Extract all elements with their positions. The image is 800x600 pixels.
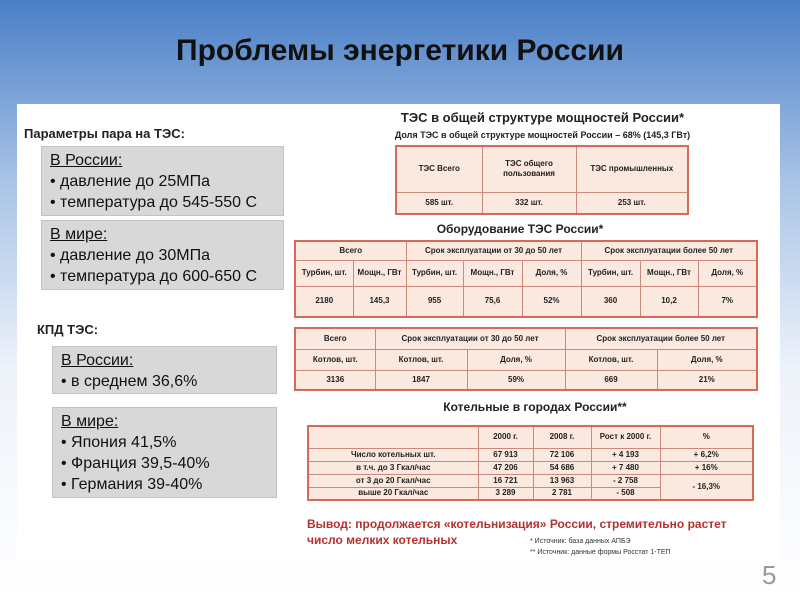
box-item: • Япония 41,5% [61, 434, 177, 451]
t2-cell: 75,6 [463, 286, 522, 317]
t2-table [294, 240, 758, 318]
t4-cell: + 4 193 [591, 448, 660, 461]
sources [530, 536, 671, 558]
box-head: В мире: [61, 413, 119, 430]
t2-cell: 360 [581, 286, 640, 317]
t4-cell: - 2 758 [591, 474, 660, 487]
t4-header: 2000 г. [478, 426, 533, 448]
t4-cell: выше 20 Гкал/час [308, 487, 478, 500]
t4-cell: 54 686 [533, 461, 591, 474]
box-head: В России: [50, 152, 123, 169]
t1-title: ТЭС в общей структуре мощностей России* [400, 110, 685, 125]
t3-cell: 21% [657, 370, 757, 390]
t2-cell: 145,3 [353, 286, 406, 317]
t4-cell: 72 106 [533, 448, 591, 461]
t1-cell: 585 шт. [396, 192, 482, 214]
box-item: • Германия 39-40% [61, 476, 203, 493]
t2-cell: 955 [406, 286, 463, 317]
t1-cell: 253 шт. [576, 192, 688, 214]
t3-cell: 1847 [375, 370, 467, 390]
t4-cell: + 7 480 [591, 461, 660, 474]
t4-header: % [660, 426, 753, 448]
t4-cell: в т.ч. до 3 Гкал/час [308, 461, 478, 474]
t3-group: Всего [295, 328, 375, 349]
t4-header: Рост к 2000 г. [591, 426, 660, 448]
conclusion-text: Вывод: продолжается «котельнизация» России, стремительно растет число мелких котельных [307, 517, 727, 547]
t2-cell: 2180 [295, 286, 353, 317]
t4-table [307, 425, 754, 501]
t3-table [294, 327, 758, 391]
t1-header: ТЭС промышленных [576, 146, 688, 192]
t3-group: Срок эксплуатации более 50 лет [565, 328, 757, 349]
page-title: Проблемы энергетики России [176, 34, 624, 67]
t4-cell: 13 963 [533, 474, 591, 487]
t2-cell: 7% [698, 286, 757, 317]
t3-col: Доля, % [467, 349, 565, 370]
t4-cell: 47 206 [478, 461, 533, 474]
t3-cell: 59% [467, 370, 565, 390]
t4-cell: 3 289 [478, 487, 533, 500]
steam-world-box [41, 220, 284, 290]
box-item: • давление до 25МПа [50, 173, 210, 190]
t2-title: Оборудование ТЭС России* [436, 222, 604, 236]
t4-cell: от 3 до 20 Гкал/час [308, 474, 478, 487]
t4-cell: + 6,2% [660, 448, 753, 461]
t2-col: Доля, % [698, 260, 757, 286]
t3-col: Котлов, шт. [375, 349, 467, 370]
t4-cell: - 508 [591, 487, 660, 500]
t4-cell: + 16% [660, 461, 753, 474]
t1-header: ТЭС Всего [396, 146, 482, 192]
t4-cell: 67 913 [478, 448, 533, 461]
t4-cell-merged: - 16,3% [660, 474, 753, 500]
source-line: ** Источник: данные формы Росстат 1-ТЕП [530, 549, 671, 556]
t2-group: Срок эксплуатации от 30 до 50 лет [406, 241, 581, 260]
t4-cell: 16 721 [478, 474, 533, 487]
t2-col: Турбин, шт. [581, 260, 640, 286]
t1-header: ТЭС общего пользования [482, 146, 576, 192]
source-line: * Источник: база данных АПБЭ [530, 538, 631, 545]
t2-group: Всего [295, 241, 406, 260]
t2-col: Доля, % [522, 260, 581, 286]
t2-group: Срок эксплуатации более 50 лет [581, 241, 757, 260]
t3-col: Доля, % [657, 349, 757, 370]
t3-cell: 669 [565, 370, 657, 390]
t1-subtitle: Доля ТЭС в общей структуре мощностей России – 68% (145,3 ГВт) [394, 130, 691, 140]
box-item: • Франция 39,5-40% [61, 455, 210, 472]
t4-cell: Число котельных шт. [308, 448, 478, 461]
t2-cell: 52% [522, 286, 581, 317]
box-head: В мире: [50, 226, 108, 243]
box-item: • температура до 600-650 С [50, 268, 258, 285]
kpd-world-box [52, 407, 277, 498]
box-head: В России: [61, 352, 134, 369]
box-item: • давление до 30МПа [50, 247, 210, 264]
t4-cell: 2 781 [533, 487, 591, 500]
t3-cell: 3136 [295, 370, 375, 390]
t1-table [395, 145, 689, 215]
t2-col: Мощн., ГВт [640, 260, 698, 286]
steam-russia-box [41, 146, 284, 216]
box-item: • температура до 545-550 С [50, 194, 258, 211]
t4-title: Котельные в городах России** [443, 400, 627, 414]
t3-group: Срок эксплуатации от 30 до 50 лет [375, 328, 565, 349]
t2-col: Мощн., ГВт [463, 260, 522, 286]
steam-params-label: Параметры пара на ТЭС: [24, 126, 185, 141]
t4-header: 2008 г. [533, 426, 591, 448]
t2-cell: 10,2 [640, 286, 698, 317]
box-item: • в среднем 36,6% [61, 373, 198, 390]
t3-col: Котлов, шт. [295, 349, 375, 370]
kpd-russia-box [52, 346, 277, 394]
page-number: 5 [762, 560, 777, 590]
t2-col: Турбин, шт. [295, 260, 353, 286]
t2-col: Турбин, шт. [406, 260, 463, 286]
t2-col: Мощн., ГВт [353, 260, 406, 286]
t4-header [308, 426, 478, 448]
t3-col: Котлов, шт. [565, 349, 657, 370]
kpd-label: КПД ТЭС: [37, 322, 99, 337]
t1-cell: 332 шт. [482, 192, 576, 214]
